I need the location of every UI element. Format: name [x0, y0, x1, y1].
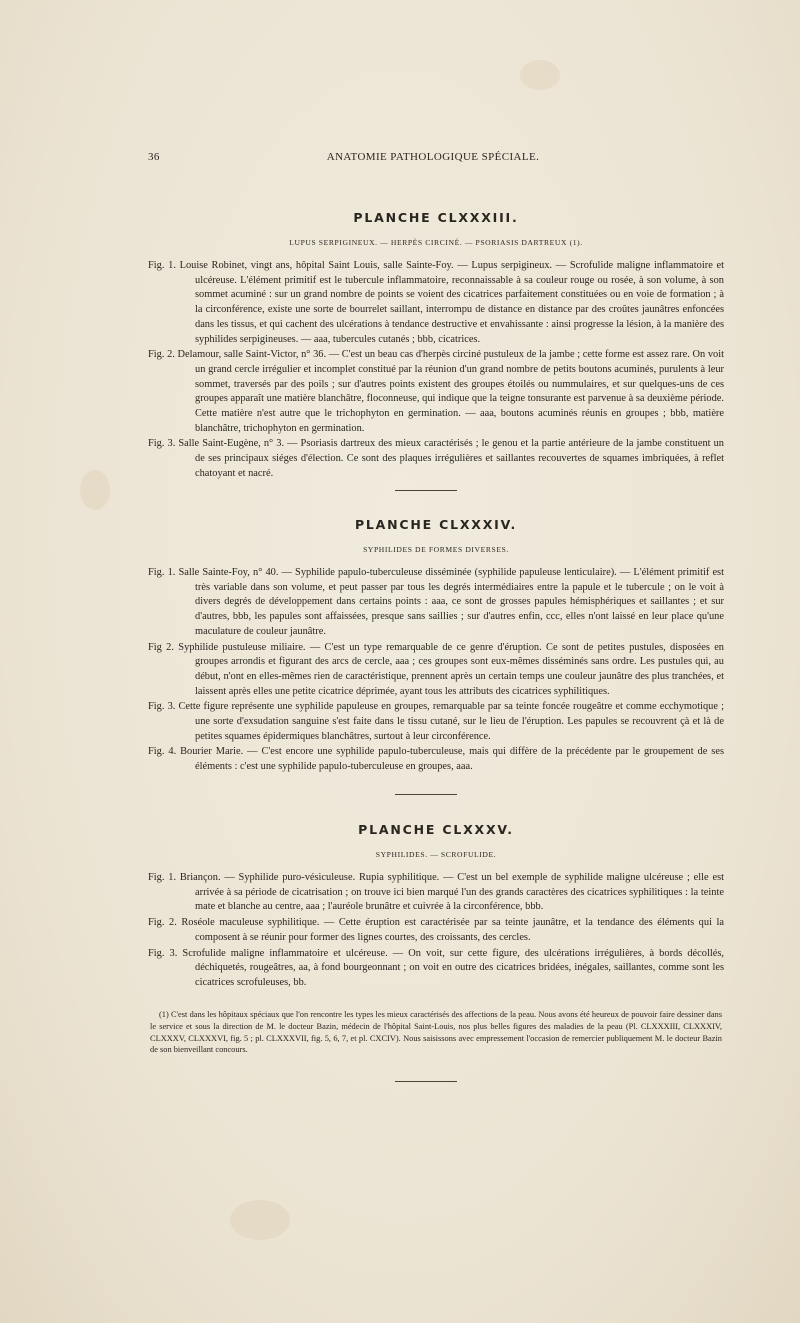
planche-section — [148, 822, 724, 992]
section-divider — [395, 1081, 457, 1082]
section-divider — [395, 794, 457, 795]
figure-description: Fig. 1. Louise Robinet, vingt ans, hôpital Saint Louis, salle Sainte-Foy. — Lupus serpigineux. — Scrofulide maligne inflammatoire et ulcéreuse. L'élément primitif est le tubercule inflammatoire, reconnaissable à sa couleur rouge ou rosée, à son volume, à son sommet acuminé : sur un grand nombre de points se voient des cicatrices parfaitement constituées ou en voie de formation ; à la circonférence, existe une sorte de bourrelet saillant, interrompu de distance en distance par des croûtes jaunâtres enfoncées dans les tissus, et qui cachent des ulcérations à tendance destructive et envahissante : ainsi progresse la lésion, à la manière des syphilides serpigineuses. — aaa, tubercules cutanés ; bbb, cicatrices. — [148, 260, 724, 345]
figure-description: Fig. 3. Scrofulide maligne inflammatoire et ulcéreuse. — On voit, sur cette figure, des ulcérations irrégulières, à bords décollés, déchiquetés, rougeâtres, aa, à fond bourgeonnant ; on voit en outre des cicatrices bridées, inégales, saillantes, comme sont les cicatrices scrofuleuses, bb. — [148, 947, 724, 988]
planche-subtitle: SYPHILIDES. — SCROFULIDE. — [375, 850, 497, 859]
section-divider — [395, 490, 457, 491]
planche-section — [148, 517, 724, 776]
planche-section — [148, 210, 724, 483]
planche-subtitle: LUPUS SERPIGINEUX. — HERPÈS CIRCINÉ. — PSORIASIS DARTREUX (1). — [289, 238, 583, 247]
figure-description: Fig. 1. Salle Sainte-Foy, n° 40. — Syphilide papulo-tuberculeuse disséminée (syphilide papuleuse lenticulaire). — L'élément primitif est très variable dans son volume, et peut passer par tous les degrés intermédiaires entre la papule et le tubercule ; on le voit à divers degrés de développement dans certains points : aaa, ce sont de grosses papules hémisphériques et saillantes ; et sur d'autres, bbb, les papules sont affaissées, presque sans saillies ; sur d'autres enfin, ccc, elles n'ont laissé en leur place qu'une maculature de couleur jaunâtre. — [148, 567, 724, 637]
page-number: 36 — [148, 151, 160, 163]
figure-list — [148, 566, 724, 775]
page-header — [148, 151, 718, 167]
paper-stain — [80, 470, 110, 510]
running-title: ANATOMIE PATHOLOGIQUE SPÉCIALE. — [326, 151, 540, 163]
figure-description: Fig. 2. Delamour, salle Saint-Victor, n° 36. — C'est un beau cas d'herpès circiné pustuleux de la jambe ; cette forme est assez rare. On voit un grand cercle irrégulier et incomplet constitué par la réunion d'un grand nombre de petits boutons acuminés, purulents à leur sommet, traversés par des poils ; sur d'autres points existent des groupes étoilés ou nummulaires, et sur quelques-uns de ces groupes apparaît une matière blanchâtre, floconneuse, qui indique que la teigne tonsurante est parvenue à sa deuxième période. Cette matière n'est autre que le trichophyton en germination. — aaa, boutons acuminés réunis en groupes ; bbb, matière blanchâtre, trichophyton en germination. — [148, 349, 724, 434]
planche-subtitle: SYPHILIDES DE FORMES DIVERSES. — [363, 545, 509, 554]
planche-title: PLANCHE CLXXXIII. — [353, 210, 519, 225]
planche-title: PLANCHE CLXXXV. — [358, 822, 514, 837]
figure-list — [148, 871, 724, 991]
figure-description: Fig. 3. Salle Saint-Eugène, n° 3. — Psoriasis dartreux des mieux caractérisés ; le genou et la partie antérieure de la jambe constituent un de ses principaux siéges d'élection. Ce sont des plaques irrégulières et saillantes recouvertes de squames imbriquées, à reflet chatoyant et nacré. — [148, 438, 724, 479]
footnote: (1) C'est dans les hôpitaux spéciaux que l'on rencontre les types les mieux caractérisés des affections de la peau. Nous avons été heureux de pouvoir faire dessiner dans le service et sous la direction de M. le docteur Bazin, médecin de l'hôpital Saint-Louis, nos plus belles figures des maladies de la peau (Pl. CLXXXIII, CLXXXIV, CLXXXV, CLXXXVI, fig. 5 ; pl. CLXXXVII, fig. 5, 6, 7, et pl. CXCIV). Nous saisissons avec empressement l'occasion de remercier publiquement M. le docteur Bazin de son bienveillant concours. — [150, 1010, 722, 1055]
figure-description: Fig. 1. Briançon. — Syphilide puro-vésiculeuse. Rupia syphilitique. — C'est un bel exemple de syphilide maligne ulcéreuse ; elle est arrivée à sa période de cicatrisation ; on trouve ici bien marqué l'un des grands caractères des cicatrices syphilitiques : la teinte mate et blanche au centre, aaa ; l'auréole brunâtre et cuivrée à la circonférence, bbb. — [148, 872, 724, 913]
figure-list — [148, 259, 724, 482]
figure-description: Fig. 2. Roséole maculeuse syphilitique. — Cette éruption est caractérisée par sa teinte jaunâtre, et la tendance des éléments qui la composent à se réunir pour former des lignes courtes, des croissants, des cercles. — [148, 917, 724, 943]
paper-stain — [520, 60, 560, 90]
planche-title: PLANCHE CLXXXIV. — [354, 517, 518, 532]
figure-description: Fig. 3. Cette figure représente une syphilide papuleuse en groupes, remarquable par sa teinte foncée rougeâtre et comme ecchymotique ; une sorte d'exsudation sanguine s'est faite dans le tissu cutané, sur le lieu de l'éruption. Les papules se recouvrent çà et là de petites squames épidermiques blanchâtres, surtout à leur circonférence. — [148, 701, 724, 742]
figure-description: Fig. 4. Bourier Marie. — C'est encore une syphilide papulo-tuberculeuse, mais qui diffère de la précédente par le groupement de ses éléments : c'est une syphilide papulo-tuberculeuse en groupes, aaa. — [148, 746, 724, 773]
figure-description: Fig 2. Syphilide pustuleuse miliaire. — C'est un type remarquable de ce genre d'éruption. Ce sont de petites pustules, disposées en groupes arrondis et figurant des arcs de cercle, aaa ; ces groupes sont eux-mêmes disséminés sans ordre. Les pustules qui, au début, n'ont en elles-mêmes rien de caractéristique, prennent après un certain temps une couleur jaunâtre des plus tranchées, et laissent après elles une petite cicatrice déprimée, ayant tous les attributs des cicatrices syphilitiques. — [148, 641, 724, 697]
paper-stain — [230, 1200, 290, 1240]
